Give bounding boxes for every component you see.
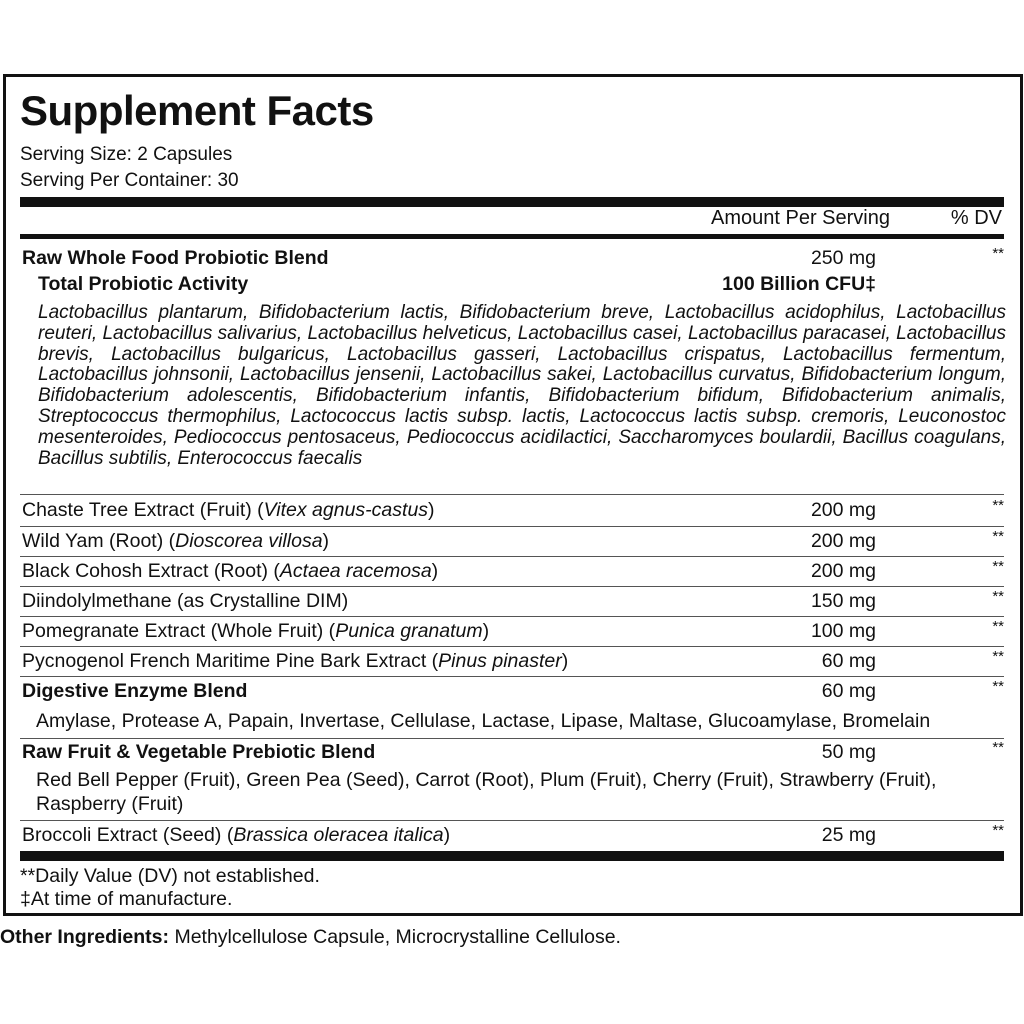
ingredient-row-wild-yam — [20, 530, 1004, 558]
row-divider — [20, 526, 1004, 527]
ingredient-amount: 25 mg — [821, 824, 876, 846]
ingredient-dv: ** — [992, 822, 1004, 839]
prebiotic-blend-dv: ** — [992, 739, 1004, 756]
ingredient-name: Chaste Tree Extract (Fruit) (Vitex agnus-castus) — [22, 499, 435, 521]
probiotic-blend-dv: ** — [992, 245, 1004, 262]
ingredient-amount: 200 mg — [810, 530, 876, 552]
ingredient-amount: 200 mg — [810, 560, 876, 582]
ingredient-row-black-cohosh — [20, 560, 1004, 588]
prebiotic-blend-amount: 50 mg — [821, 741, 876, 763]
footnote-dv: **Daily Value (DV) not established. — [20, 865, 320, 887]
ingredient-name: Broccoli Extract (Seed) (Brassica oleracea italica) — [22, 824, 451, 846]
other-ingredients — [0, 926, 621, 949]
probiotic-blend-name: Raw Whole Food Probiotic Blend — [22, 247, 329, 269]
ingredient-row-broccoli — [20, 824, 1004, 852]
ingredient-name: Diindolylmethane (as Crystalline DIM) — [22, 590, 349, 612]
row-divider — [20, 676, 1004, 677]
enzyme-blend-row — [20, 680, 1004, 708]
row-divider — [20, 494, 1004, 495]
row-divider — [20, 586, 1004, 587]
ingredient-amount: 150 mg — [810, 590, 876, 612]
enzyme-blend-amount: 60 mg — [821, 680, 876, 702]
supplement-facts-panel — [3, 74, 1023, 916]
enzyme-blend-dv: ** — [992, 678, 1004, 695]
ingredient-dv: ** — [992, 618, 1004, 635]
probiotic-blend-row — [20, 247, 1004, 275]
servings-per-container: Serving Per Container: 30 — [20, 170, 239, 191]
ingredient-amount: 60 mg — [821, 650, 876, 672]
probiotic-activity-label: Total Probiotic Activity — [38, 273, 249, 295]
ingredient-amount: 100 mg — [810, 620, 876, 642]
ingredient-amount: 200 mg — [810, 499, 876, 521]
ingredient-row-dim — [20, 590, 1004, 618]
row-divider — [20, 738, 1004, 739]
ingredient-name: Black Cohosh Extract (Root) (Actaea racemosa) — [22, 560, 439, 582]
probiotic-blend-amount: 250 mg — [810, 247, 876, 269]
ingredient-dv: ** — [992, 497, 1004, 514]
ingredient-name: Wild Yam (Root) (Dioscorea villosa) — [22, 530, 330, 552]
prebiotic-blend-row — [20, 741, 1004, 769]
probiotic-activity-row — [20, 273, 1004, 301]
thick-divider-top — [20, 197, 1004, 207]
ingredient-row-pycnogenol — [20, 650, 1004, 678]
ingredient-name: Pycnogenol French Maritime Pine Bark Extract (Pinus pinaster) — [22, 650, 569, 672]
other-ingredients-label: Other Ingredients: — [0, 926, 170, 948]
serving-size: Serving Size: 2 Capsules — [20, 144, 233, 165]
thick-divider-bottom — [20, 851, 1004, 861]
probiotic-activity-value: 100 Billion CFU‡ — [722, 273, 876, 295]
ingredient-dv: ** — [992, 558, 1004, 575]
ingredient-row-chaste-tree — [20, 499, 1004, 527]
enzyme-ingredients: Amylase, Protease A, Papain, Invertase, Cellulase, Lactase, Lipase, Maltase, Glucoamylase, Bromelain — [36, 710, 931, 732]
ingredient-name: Pomegranate Extract (Whole Fruit) (Punica granatum) — [22, 620, 490, 642]
row-divider — [20, 556, 1004, 557]
row-divider — [20, 646, 1004, 647]
header-daily-value: % DV — [950, 207, 1002, 229]
ingredient-dv: ** — [992, 648, 1004, 665]
row-divider — [20, 820, 1004, 821]
ingredient-dv: ** — [992, 528, 1004, 545]
ingredient-dv: ** — [992, 588, 1004, 605]
probiotic-strains-list: Lactobacillus plantarum, Bifidobacterium lactis, Bifidobacterium breve, Lactobacillus acidophilus, Lactobacillus reuteri, Lactobacillus salivarius, Lactobacillus helveticus, Lactobacillus casei, Lactobacillus paracasei, Lactobacillus brevis, Lactobacillus bulgaricus, Lactobacillus gasseri, Lactobacillus crispatus, Lactobacillus fermentum, Lactobacillus johnsonii, Lactobacillus jensenii, Lactobacillus sakei, Lactobacillus curvatus, Bifidobacterium longum, Bifidobacterium adolescentis, Bifidobacterium infantis, Bifidobacterium bifidum, Bifidobacterium animalis, Streptococcus thermophilus, Lactococcus lactis subsp. lactis, Lactococcus lactis subsp. cremoris, Leuconostoc mesenteroides, Pediococcus pentosaceus, Pediococcus acidilactici, Saccharomyces boulardii, Bacillus coagulans, Bacillus subtilis, Enterococcus faecalis — [38, 302, 1006, 469]
row-divider — [20, 616, 1004, 617]
ingredient-row-pomegranate — [20, 620, 1004, 648]
footnote-cfu: ‡At time of manufacture. — [20, 888, 233, 910]
header-amount-per-serving: Amount Per Serving — [711, 207, 890, 229]
other-ingredients-text: Methylcellulose Capsule, Microcrystalline Cellulose. — [169, 926, 621, 948]
prebiotic-ingredients: Red Bell Pepper (Fruit), Green Pea (Seed), Carrot (Root), Plum (Fruit), Cherry (Fruit), Strawberry (Fruit), Raspberry (Fruit) — [36, 769, 937, 815]
panel-title: Supplement Facts — [20, 87, 374, 134]
enzyme-blend-name: Digestive Enzyme Blend — [22, 680, 248, 702]
prebiotic-blend-name: Raw Fruit & Vegetable Prebiotic Blend — [22, 741, 376, 763]
medium-divider — [20, 234, 1004, 239]
